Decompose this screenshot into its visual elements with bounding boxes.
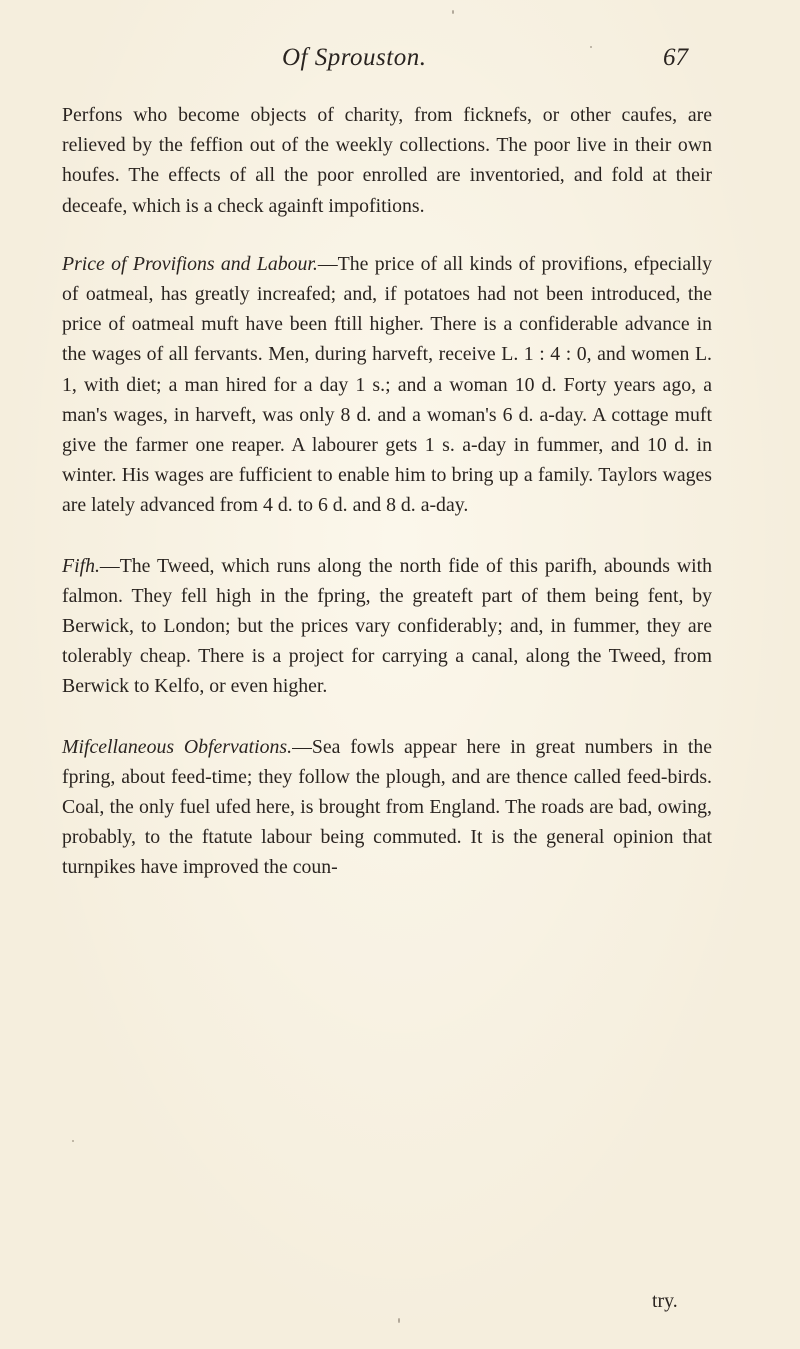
paragraph-text: Perfons who become objects of charity, from ficknefs, or other caufes, are relieved by the feffion out of the weekly collections. The poor live in their own houfes. The effects of all the poor enrolled are inventoried, and fold at their deceafe, which is a check againft impofitions. (62, 104, 712, 217)
paragraph-provisions-labour (62, 249, 712, 521)
catchword: try. (652, 1290, 678, 1312)
speck (452, 10, 454, 14)
speck (72, 1140, 74, 1142)
paragraph-heading: Fifh. (62, 554, 100, 577)
paragraph-heading: Mifcellaneous Obfervations. (62, 735, 293, 758)
paragraph-text: —Sea fowls appear here in great numbers in the fpring, about feed-time; they follow the plough, and are thence called feed-birds. Coal, the only fuel ufed here, is brought from England. The roads are bad, owing, probably, to the ftatute labour being commuted. It is the general opinion that turnpikes have improved the coun- (62, 735, 712, 879)
running-title: Of Sprouston. (282, 44, 427, 71)
paragraph-text: —The price of all kinds of provifions, efpecially of oatmeal, has greatly increafed; and, if potatoes had not been introduced, the price of oatmeal muft have been ftill higher. There is a confiderable advance in the wages of all fervants. Men, during harveft, receive L. 1 : 4 : 0, and women L. 1, with diet; a man hired for a day 1 s.; and a woman 10 d. Forty years ago, a man's wages, in harveft, was only 8 d. and a woman's 6 d. a-day. A cottage muft give the farmer one reaper. A labourer gets 1 s. a-day in fummer, and 10 d. in winter. His wages are fufficient to enable him to bring up a family. Taylors wages are lately advanced from 4 d. to 6 d. and 8 d. a-day. (62, 252, 712, 517)
paragraph-text: —The Tweed, which runs along the north fide of this parifh, abounds with falmon. They fell high in the fpring, the greateft part of them being fent, by Berwick, to London; but the prices vary confiderably; and, in fummer, they are tolerably cheap. There is a project for carrying a canal, along the Tweed, from Berwick to Kelfo, or even higher. (62, 554, 712, 698)
running-head (0, 44, 800, 84)
speck (398, 1318, 400, 1323)
paragraph-miscellaneous (62, 732, 712, 883)
paragraph-poor-relief (62, 100, 712, 221)
paragraph-heading: Price of Provifions and Labour. (62, 252, 318, 275)
body-text (62, 100, 712, 907)
paragraph-fish (62, 551, 712, 702)
speck (590, 46, 592, 48)
page-number: 67 (663, 44, 688, 71)
